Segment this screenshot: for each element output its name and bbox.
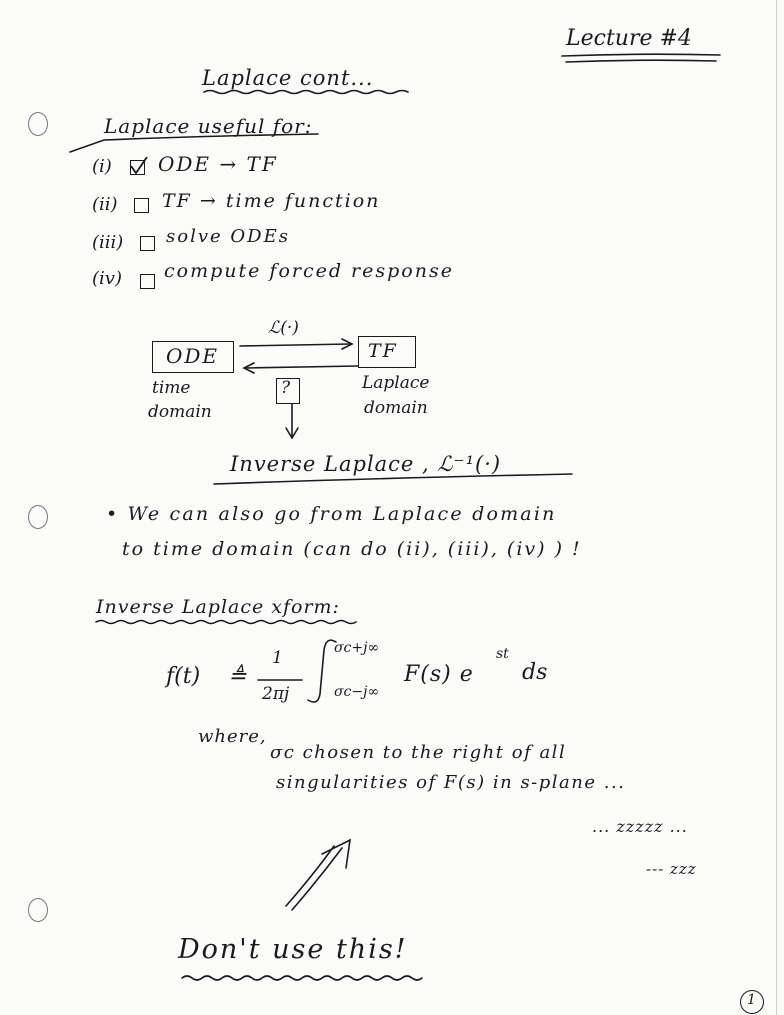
where-line1: σc chosen to the right of all [270,742,567,763]
inverse-heading-underline [214,474,572,484]
uses-item-text: TF → time function [162,190,381,212]
inverse-text-line2: to time domain (can do (ii), (iii), (iv) ) ! [122,538,582,560]
forward-arrow [240,344,350,346]
laplace-domain-label: Laplace [362,373,430,393]
sleep-text: ... zzzzz ... [592,817,688,836]
backward-arrow [246,366,358,368]
uses-heading-underline [70,134,318,152]
lecture-underline [566,60,716,62]
tf-label: TF [368,340,398,362]
formula-lhs: f(t) [166,664,201,689]
uses-item-number: (i) [92,156,112,177]
formula-ds: ds [522,660,548,685]
where-line2: singularities of F(s) in s-plane ... [276,772,626,793]
where-word: where, [198,726,267,747]
formula-integrand: F(s) e [404,662,474,687]
warning-underline [182,976,422,980]
time-domain-label: time [152,378,191,398]
uses-heading: Laplace useful for: [104,114,313,138]
formula-numerator: 1 [272,648,283,668]
ode-label: ODE [166,344,220,368]
lecture-number: Lecture #4 [566,26,692,51]
title-underline [204,91,408,94]
pointer-arrowhead [322,840,350,868]
formula-lower-limit: σc−j∞ [334,684,380,700]
uses-item-number: (iii) [92,232,124,253]
inverse-text-line1: • We can also go from Laplace domain [106,503,557,525]
uses-item-text: compute forced response [164,260,454,282]
unknown-label: ? [281,378,291,398]
uses-item-text: solve ODEs [166,226,290,247]
laplace-operator-label: ℒ(·) [268,318,299,338]
page-number: 1 [747,992,756,1008]
inverse-heading: Inverse Laplace , ℒ⁻¹(·) [230,452,502,476]
uses-item-number: (ii) [92,194,118,215]
sleep-text: --- zzz [646,860,697,878]
formula-exponent: st [496,646,509,662]
page-title: Laplace cont... [202,66,374,90]
pointer-arrow [286,846,334,906]
integral-sign [308,640,336,702]
xform-heading-underline [96,621,356,624]
lecture-underline [562,54,720,56]
uses-item-text: ODE → TF [158,152,278,176]
formula-upper-limit: σc+j∞ [334,640,380,656]
pointer-arrow [292,848,342,910]
formula-denominator: 2πj [262,684,290,704]
uses-item-number: (iv) [92,268,122,289]
xform-heading: Inverse Laplace xform: [96,596,340,618]
formula-defeq: ≜ [228,664,247,689]
warning-text: Don't use this! [178,934,408,965]
time-domain-label: domain [148,402,212,422]
laplace-domain-label: domain [364,398,428,418]
